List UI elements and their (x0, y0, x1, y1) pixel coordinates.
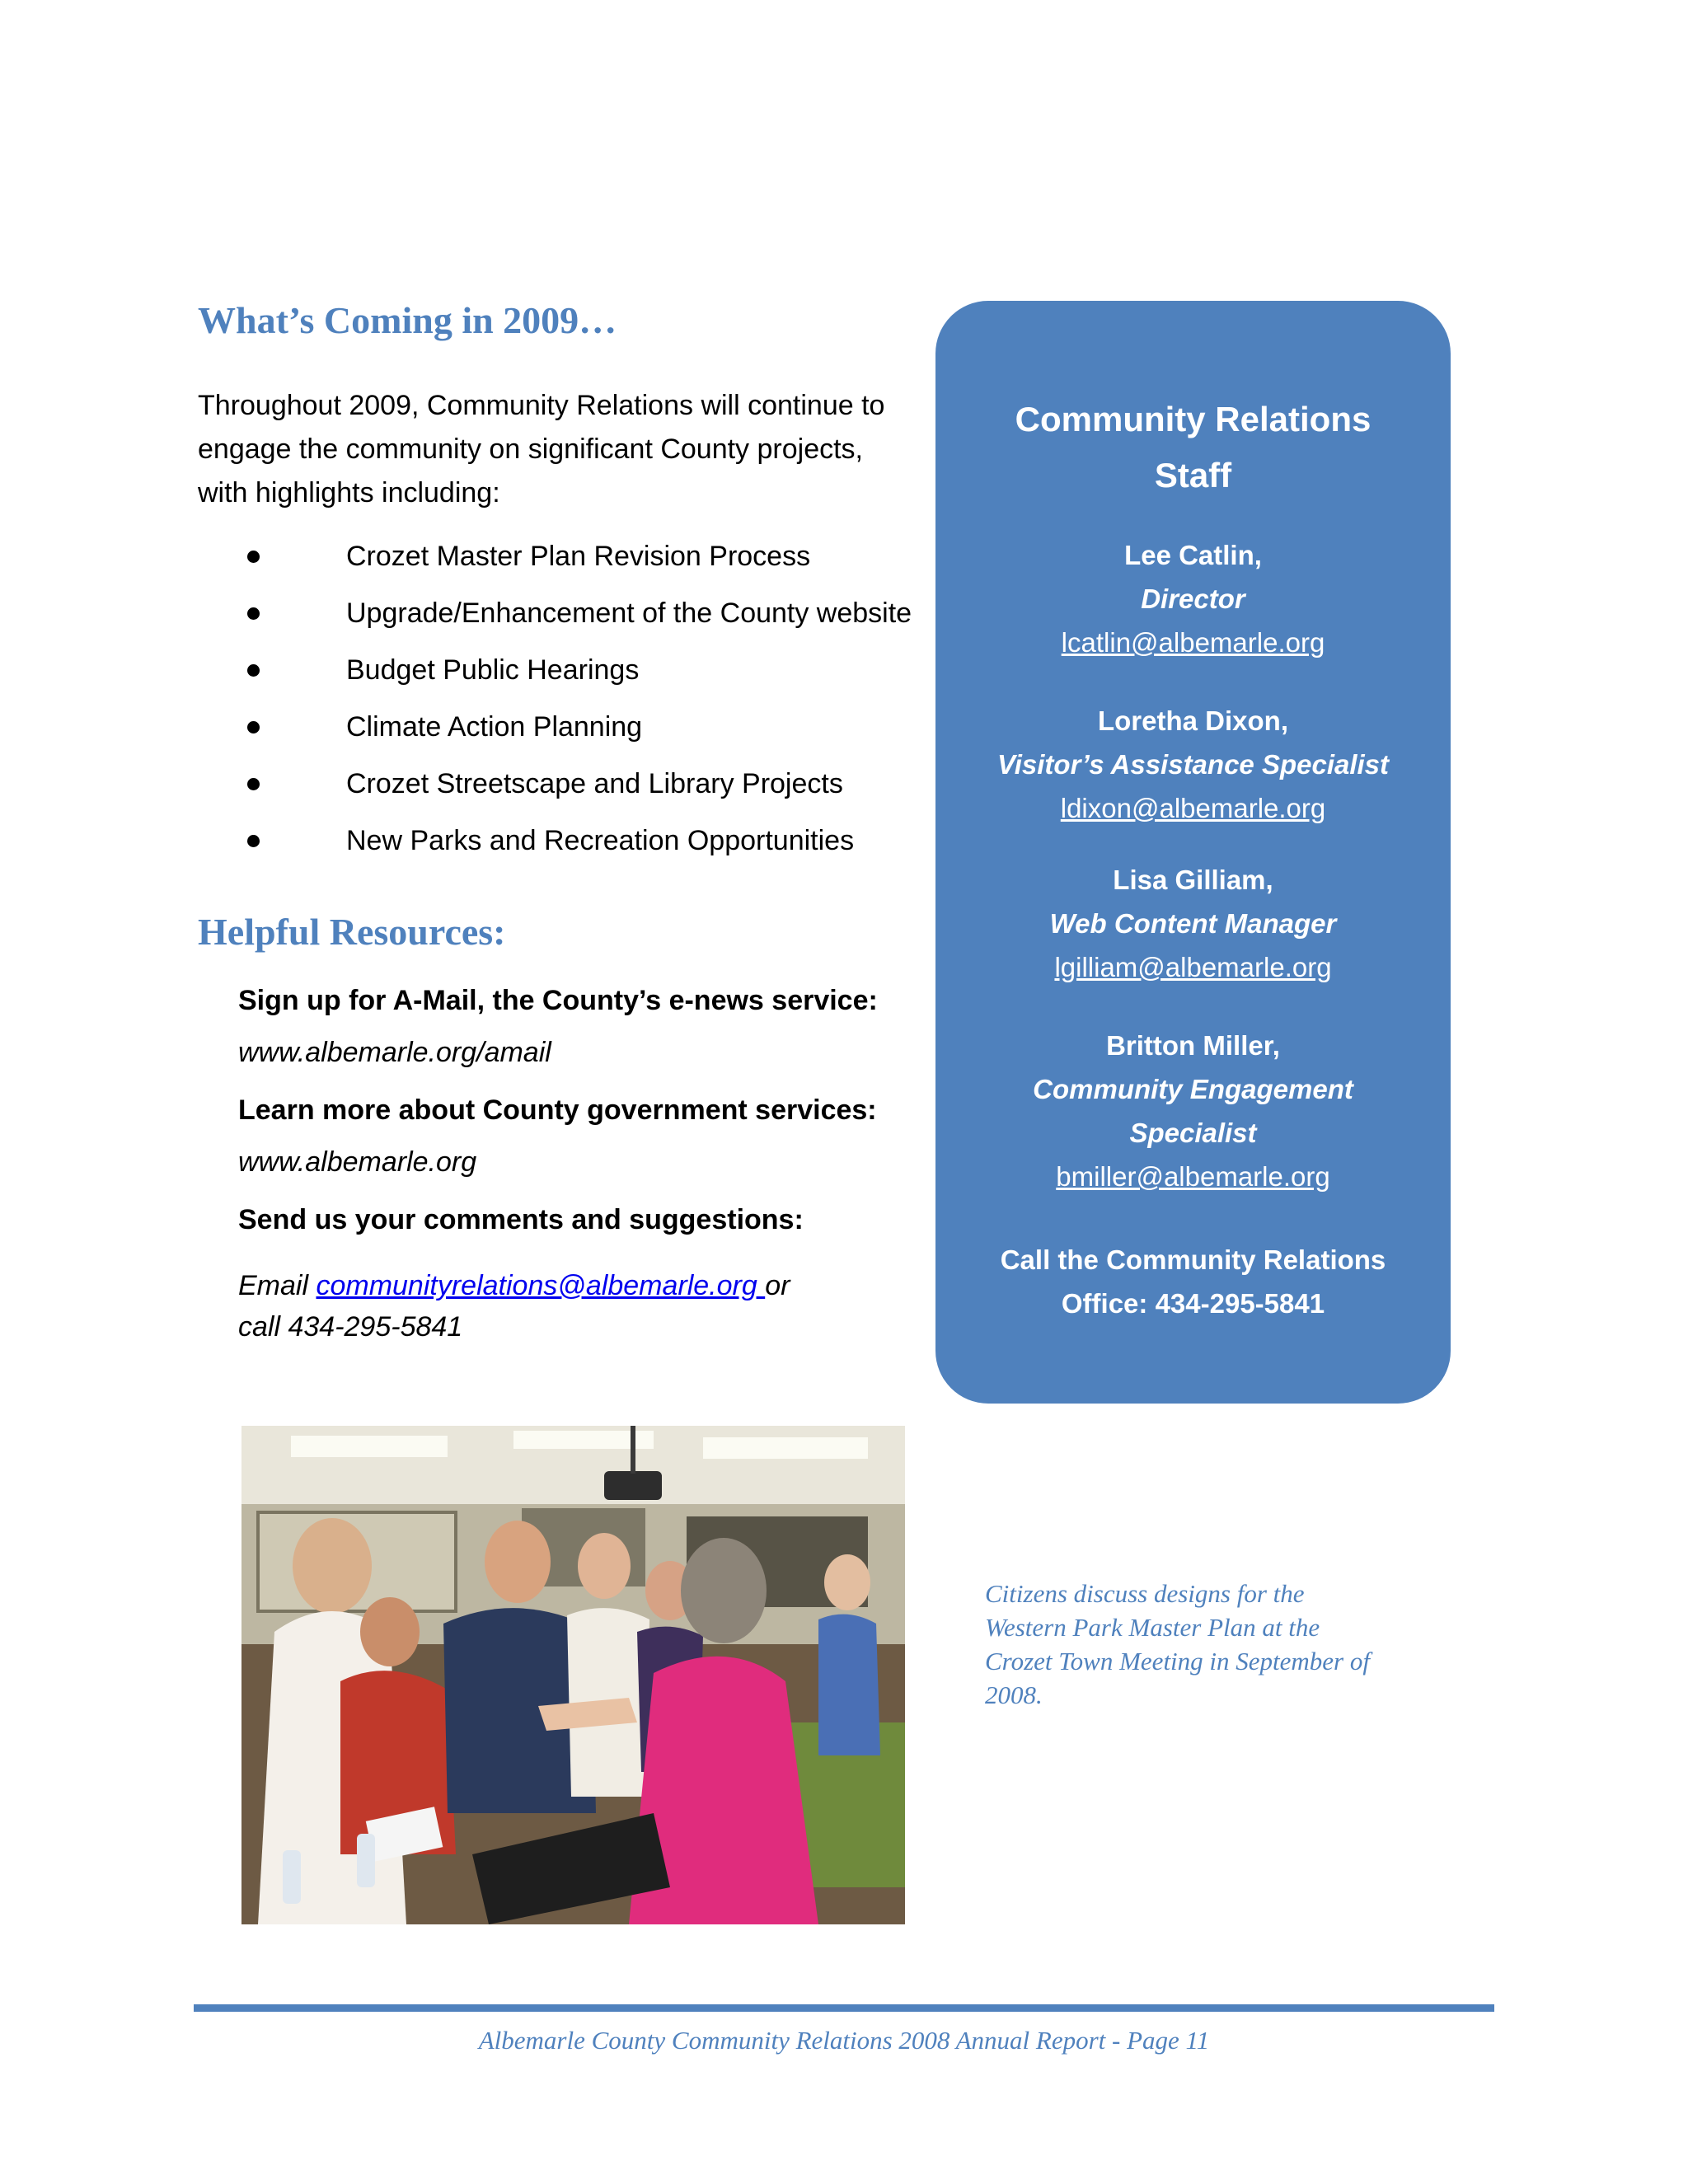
coming-heading: What’s Coming in 2009… (198, 299, 617, 341)
services-heading: Learn more about County government services: (238, 1094, 877, 1126)
services-link[interactable]: www.albemarle.org (238, 1146, 477, 1178)
page-footer: Albemarle County Community Relations 2008 Annual Report - Page 11 (478, 2026, 1210, 2055)
staff-role: Web Content Manager (1049, 908, 1337, 939)
staff-role: Community Engagement (1033, 1074, 1353, 1104)
staff-name: Britton Miller, (1106, 1030, 1280, 1061)
office-phone: Call the Community Relations Office: 434-295-5841 (1000, 1244, 1386, 1319)
bullet-icon (247, 607, 260, 620)
staff-member (935, 699, 1451, 830)
footer-divider (194, 2004, 1494, 2012)
staff-email-link[interactable]: lcatlin@albemarle.org (1061, 627, 1325, 658)
bullet-icon (247, 721, 260, 733)
meeting-photo (241, 1426, 905, 1924)
photo-caption: Citizens discuss designs for the Western Park Master Plan at the Crozet Town Meeting in September of 2008. (985, 1579, 1370, 1709)
staff-name: Loretha Dixon, (1097, 705, 1289, 736)
staff-member (935, 533, 1451, 664)
staff-role: Specialist (1129, 1118, 1257, 1148)
list-item: New Parks and Recreation Opportunities (247, 820, 912, 877)
coming-list (247, 536, 912, 877)
staff-role: Visitor’s Assistance Specialist (996, 749, 1390, 780)
staff-name: Lee Catlin, (1124, 540, 1262, 570)
coming-intro: Throughout 2009, Community Relations will continue to engage the community on significant County projects, with highlights including: (198, 390, 885, 509)
list-item: Upgrade/Enhancement of the County website (247, 593, 912, 649)
community-relations-email-link[interactable]: communityrelations@albemarle.org (316, 1270, 766, 1301)
list-item: Crozet Streetscape and Library Projects (247, 763, 912, 820)
list-item: Climate Action Planning (247, 706, 912, 763)
staff-email-link[interactable]: bmiller@albemarle.org (1056, 1161, 1330, 1192)
staff-email-link[interactable]: ldixon@albemarle.org (1060, 793, 1326, 823)
staff-member (935, 1024, 1451, 1198)
bullet-icon (247, 778, 260, 790)
list-item: Crozet Master Plan Revision Process (247, 536, 912, 593)
amail-link[interactable]: www.albemarle.org/amail (238, 1037, 551, 1068)
bullet-icon (247, 551, 260, 563)
staff-name: Lisa Gilliam, (1113, 865, 1273, 895)
amail-heading: Sign up for A-Mail, the County’s e-news service: (238, 985, 878, 1016)
staff-panel (935, 301, 1451, 1404)
staff-member (935, 858, 1451, 989)
bullet-icon (247, 664, 260, 677)
bullet-icon (247, 835, 260, 847)
staff-email-link[interactable]: lgilliam@albemarle.org (1054, 952, 1332, 982)
resources-heading: Helpful Resources: (198, 911, 506, 953)
staff-panel-title: Community Relations Staff (1015, 400, 1372, 494)
comments-text: Email communityrelations@albemarle.org or call 434-295-5841 (238, 1270, 790, 1343)
staff-role: Director (1141, 583, 1245, 614)
comments-heading: Send us your comments and suggestions: (238, 1204, 804, 1235)
list-item: Budget Public Hearings (247, 649, 912, 706)
